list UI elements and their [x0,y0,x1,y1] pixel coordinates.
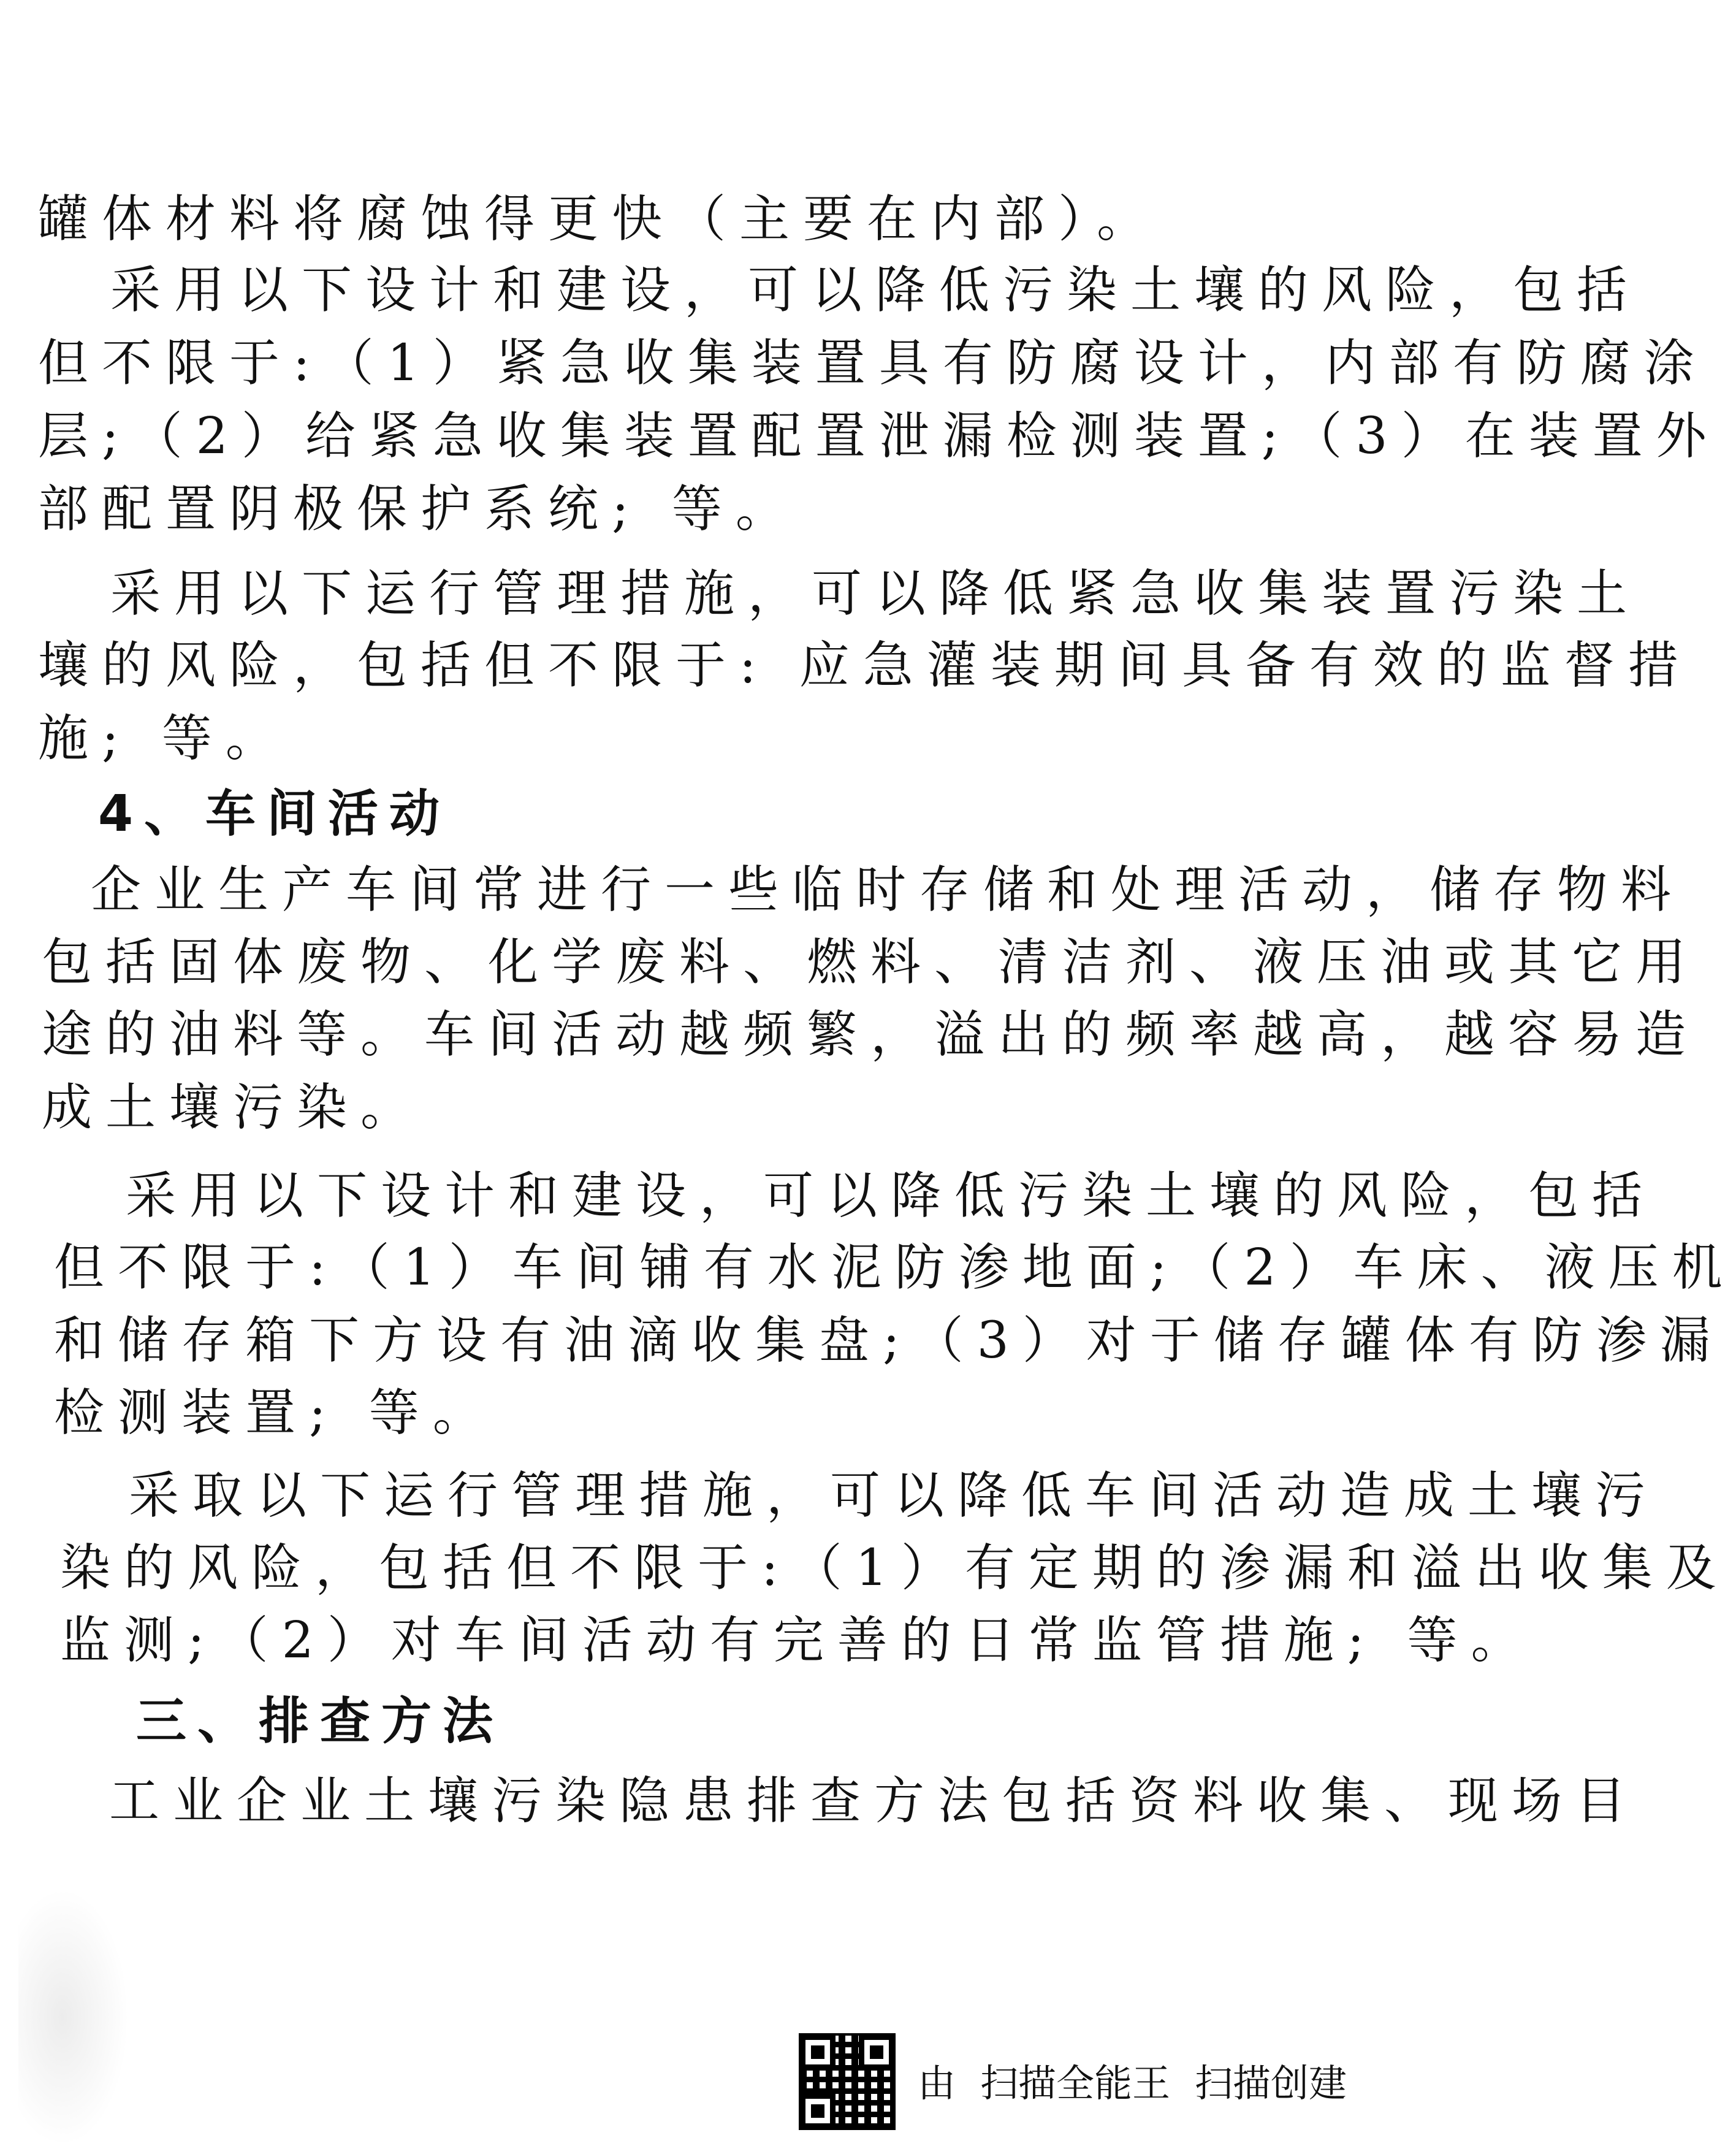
text-line: 采用以下设计和建设，可以降低污染土壤的风险，包括 [126,1167,1656,1225]
text-line: 染的风险，包括但不限于:（1）有定期的渗漏和溢出收集及 [60,1539,1730,1597]
text-line: 采取以下运行管理措施，可以降低车间活动造成土壤污 [129,1467,1659,1525]
watermark-by: 由 [918,2061,956,2106]
text-line: 包括固体废物、化学废料、燃料、清洁剂、液压油或其它用 [42,933,1700,991]
watermark-app: 扫描全能王 [980,2061,1171,2106]
section-heading: 三、排查方法 [136,1692,504,1751]
text-line: 部配置阴极保护系统; 等。 [38,480,799,538]
text-line: 途的油料等。车间活动越频繁，溢出的频率越高，越容易造 [42,1006,1700,1064]
text-line: 但不限于:（1）紧急收集装置具有防腐设计，内部有防腐涂 [38,334,1708,392]
watermark-action: 扫描创建 [1195,2061,1347,2106]
text-line: 但不限于:（1）车间铺有水泥防渗地面;（2）车床、液压机 [54,1239,1736,1297]
watermark-text [918,2059,1371,2108]
scanner-watermark [800,2034,1347,2129]
text-line: 施; 等。 [38,709,289,768]
text-line: 成土壤污染。 [42,1079,425,1137]
text-line: 工业企业土壤污染隐患排查方法包括资料收集、现场目 [109,1772,1640,1830]
text-line: 采用以下运行管理措施，可以降低紧急收集装置污染土 [110,565,1641,623]
text-line: 企业生产车间常进行一些临时存储和处理活动，储存物料 [91,861,1685,919]
text-line: 罐体材料将腐蚀得更快（主要在内部）。 [38,190,1161,248]
section-heading: 4、车间活动 [98,785,451,843]
scan-smudge [18,1888,129,2146]
text-line: 监测;（2）对车间活动有完善的日常监管措施; 等。 [60,1611,1535,1670]
text-line: 壤的风险，包括但不限于: 应急灌装期间具备有效的监督措 [38,636,1692,695]
text-line: 检测装置; 等。 [54,1384,497,1442]
text-line: 采用以下设计和建设，可以降低污染土壤的风险，包括 [110,261,1641,319]
text-line: 层;（2）给紧急收集装置配置泄漏检测装置;（3）在装置外 [38,407,1720,465]
qr-code-icon [800,2034,894,2129]
text-line: 和储存箱下方设有油滴收集盘;（3）对于储存罐体有防渗漏 [54,1312,1724,1370]
